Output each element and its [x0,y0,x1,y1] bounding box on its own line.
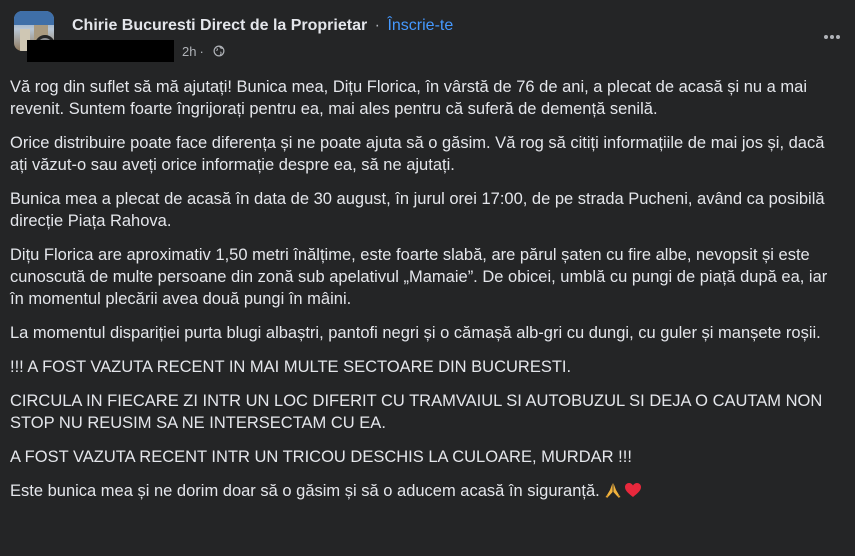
post-paragraph: Orice distribuire poate face diferența și ne poate ajuta să o găsim. Vă rog să citiți informațiile de mai jos și, dacă ați văzut-o sau aveți orice informație despre ea, să ne ajutați. [10,134,825,174]
redacted-author-name [27,40,174,62]
more-options-button[interactable] [819,24,845,50]
post-paragraph: CIRCULA IN FIECARE ZI INTR UN LOC DIFERIT CU TRAMVAIUL SI AUTOBUZUL SI DEJA O CAUTAM NON STOP NU REUSIM SA NE INTERSECTAM CU EA. [10,392,823,432]
group-name-link[interactable]: Chirie Bucuresti Direct de la Proprietar [72,17,368,34]
globe-icon [213,45,225,57]
folded-hands-icon [604,481,622,499]
post-paragraph: La momentul dispariției purta blugi albaștri, pantofi negri și o cămașă alb-gri cu dungi, cu guler și manșete roșii. [10,324,821,342]
post-paragraph: !!! A FOST VAZUTA RECENT IN MAI MULTE SECTOARE DIN BUCURESTI. [10,358,572,376]
post-closing-paragraph [10,480,844,502]
post-header [0,0,855,64]
join-group-link[interactable]: Înscrie-te [387,17,454,34]
post-title-line [72,17,453,35]
title-separator: · [374,17,380,34]
post-closing-text: Este bunica mea și ne dorim doar să o găsim și să o aducem acasă în siguranță. [10,482,600,500]
post-paragraph: Dițu Florica are aproximativ 1,50 metri înălțime, este foarte slabă, are părul șaten cu fire albe, nevopsit și este cunoscută de multe persoane din zonă sub apelativul „Mamaie”. De obicei, umblă cu pungi de piață după ea, iar în momentul plecării avea două pungi în mâini. [10,246,828,308]
post-body [10,76,844,502]
post-timestamp[interactable]: 2h [182,43,197,59]
more-options-icon [823,34,841,40]
post-meta [72,40,225,62]
post-paragraph: Vă rog din suflet să mă ajutați! Bunica mea, Dițu Florica, în vârstă de 76 de ani, a plecat de acasă și nu a mai revenit. Suntem foarte îngrijorați pentru ea, mai ales pentru că suferă de demență senilă. [10,78,808,118]
red-heart-icon [624,481,642,499]
post-paragraph: Bunica mea a plecat de acasă în data de 30 august, în jurul orei 17:00, de pe strada Pucheni, având ca posibilă direcție Piața Rahova. [10,190,825,230]
meta-separator: · [199,43,204,59]
post-paragraph: A FOST VAZUTA RECENT INTR UN TRICOU DESCHIS LA CULOARE, MURDAR !!! [10,448,632,466]
